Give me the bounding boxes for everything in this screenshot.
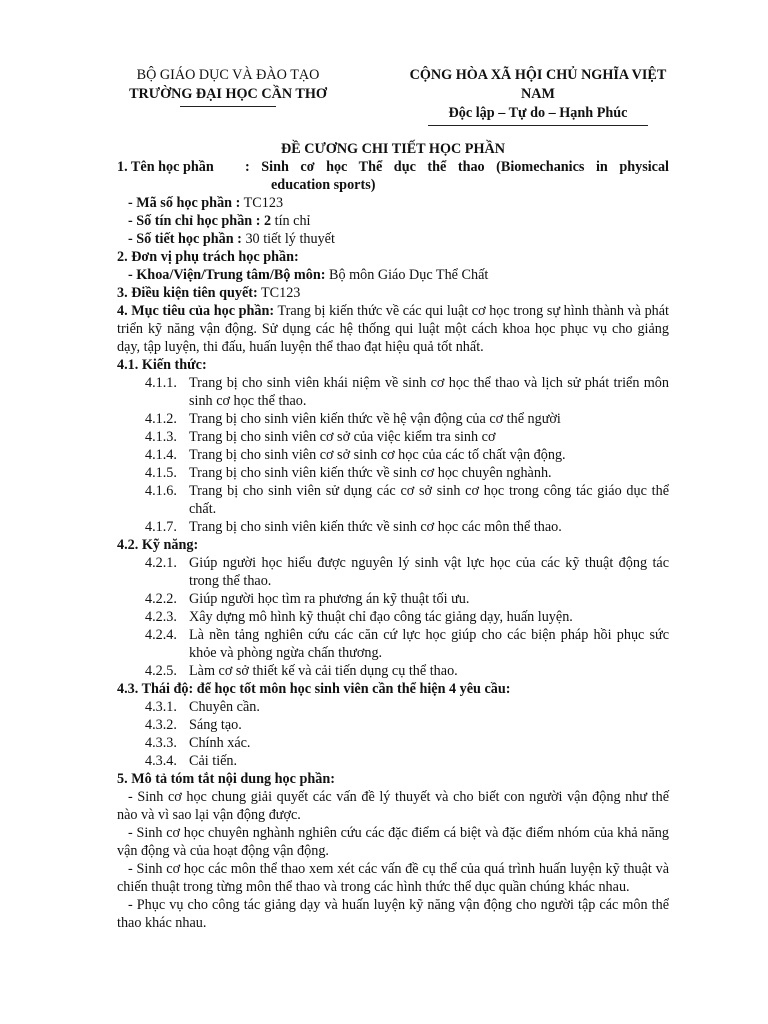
header-right-rule <box>428 125 648 126</box>
document-header <box>117 66 669 126</box>
header-left-rule <box>180 106 276 107</box>
list-item: 4.1.6. Trang bị cho sinh viên sử dụng các cơ sở sinh cơ học trong công tác giáo dục thể chất. <box>145 483 669 517</box>
ministry-block <box>117 66 339 126</box>
attitude-heading: 4.3. Thái độ: để học tốt môn học sinh viên cần thể hiện 4 yêu cầu: <box>117 681 511 697</box>
university-name: TRƯỜNG ĐẠI HỌC CẦN THƠ <box>129 86 327 102</box>
credits-row <box>117 212 669 230</box>
course-code-label: - Mã số học phần : <box>128 195 241 211</box>
national-motto-block <box>403 66 673 126</box>
summary-paragraph: - Sinh cơ học các môn thể thao xem xét các vấn đề cụ thể của quá trình huấn luyện kỹ thuật và chiến thuật trong từng môn thể thao và trong các hình thức thể dục quần chúng khác nhau. <box>117 861 669 895</box>
list-item: 4.2.1. Giúp người học hiểu được nguyên lý sinh vật lực học của các kỹ thuật động tác trong thể thao. <box>145 555 669 589</box>
course-name-line1: : Sinh cơ học Thể dục thể thao (Biomechanics in physical <box>245 159 669 175</box>
objectives-label: 4. Mục tiêu của học phần: <box>117 303 275 319</box>
periods-label: - Số tiết học phần : <box>128 231 242 247</box>
skills-heading: 4.2. Kỹ năng: <box>117 537 199 553</box>
section-1-label: 1. Tên học phần <box>117 159 214 175</box>
list-item: 4.1.2. Trang bị cho sinh viên kiến thức về hệ vận động của cơ thể người <box>145 411 561 427</box>
objectives-text: Trang bị kiến thức về các qui luật cơ học trong sự hình thành và phát triển kỹ năng vận động. Sử dụng các hệ thống qui luật một cách khoa học phục vụ cho giảng dạy, tập luyện, thi đấu, huấn luyện thể thao đạt hiệu quả tốt nhất. <box>117 303 670 355</box>
list-item: 4.1.4. Trang bị cho sinh viên cơ sở sinh cơ học của các tố chất vận động. <box>145 447 566 463</box>
list-item: 4.2.2. Giúp người học tìm ra phương án kỹ thuật tối ưu. <box>145 591 470 607</box>
list-item: 4.3.2. Sáng tạo. <box>145 717 242 733</box>
ministry-name: BỘ GIÁO DỤC VÀ ĐÀO TẠO <box>136 67 320 83</box>
attitude-list <box>117 698 669 770</box>
summary-heading: 5. Mô tả tóm tắt nội dung học phần: <box>117 771 335 787</box>
page-title: ĐỀ CƯƠNG CHI TIẾT HỌC PHẦN <box>280 141 505 157</box>
list-item: 4.3.4. Cải tiến. <box>145 753 238 769</box>
summary-paragraph: - Phục vụ cho công tác giảng dạy và huấn luyện kỹ năng vận động cho người tập các môn thể thao khác nhau. <box>117 897 669 931</box>
prerequisite-label: 3. Điều kiện tiên quyết: <box>117 285 258 301</box>
periods-value: 30 tiết lý thuyết <box>241 231 335 247</box>
credits-label: - Số tín chỉ học phần : 2 <box>128 213 272 229</box>
section-2-heading: 2. Đơn vị phụ trách học phần: <box>117 249 299 265</box>
section-1-title-row <box>117 158 669 176</box>
list-item: 4.3.1. Chuyên cần. <box>145 699 260 715</box>
department-row <box>117 266 669 284</box>
objectives-paragraph <box>117 302 669 356</box>
course-code-row <box>117 194 669 212</box>
knowledge-list <box>117 374 669 536</box>
list-item: 4.2.5. Làm cơ sở thiết kế và cải tiến dụng cụ thể thao. <box>145 663 458 679</box>
motto: Độc lập – Tự do – Hạnh Phúc <box>448 105 628 121</box>
course-code-value: TC123 <box>240 195 284 211</box>
list-item: 4.2.4. Là nền tảng nghiên cứu các căn cứ lực học giúp cho các biện pháp hồi phục sức khỏe và phòng ngừa chấn thương. <box>145 627 669 661</box>
prerequisite-value: TC123 <box>257 285 301 301</box>
country-name: CỘNG HÒA XÃ HỘI CHỦ NGHĨA VIỆT NAM <box>409 67 667 102</box>
periods-row <box>117 230 669 248</box>
course-name-line2: education sports) <box>271 177 376 193</box>
knowledge-heading: 4.1. Kiến thức: <box>117 357 207 373</box>
department-label: - Khoa/Viện/Trung tâm/Bộ môn: <box>128 267 326 283</box>
prerequisite-row <box>117 284 669 302</box>
list-item: 4.1.5. Trang bị cho sinh viên kiến thức về sinh cơ học chuyên nghành. <box>145 465 552 481</box>
list-item: 4.2.3. Xây dựng mô hình kỹ thuật chỉ đạo công tác giảng dạy, huấn luyện. <box>145 609 573 625</box>
department-value: Bộ môn Giáo Dục Thể Chất <box>325 267 489 283</box>
summary-paragraph: - Sinh cơ học chuyên nghành nghiên cứu các đặc điểm cá biệt và đặc điểm nhóm của khả năng vận động và của hoạt động vận động. <box>117 825 669 859</box>
document-page <box>117 66 669 932</box>
list-item: 4.3.3. Chính xác. <box>145 735 251 751</box>
list-item: 4.1.1. Trang bị cho sinh viên khái niệm về sinh cơ học thể thao và lịch sử phát triển môn sinh cơ học thể thao. <box>145 375 669 409</box>
skills-list <box>117 554 669 680</box>
summary-paragraph: - Sinh cơ học chung giải quyết các vấn đề lý thuyết và cho biết con người vận động như thế nào và vì sao lại vận động được. <box>117 789 669 823</box>
list-item: 4.1.7. Trang bị cho sinh viên kiến thức về sinh cơ học các môn thể thao. <box>145 519 562 535</box>
credits-value: tín chỉ <box>271 213 311 229</box>
list-item: 4.1.3. Trang bị cho sinh viên cơ sở của việc kiểm tra sinh cơ <box>145 429 496 445</box>
